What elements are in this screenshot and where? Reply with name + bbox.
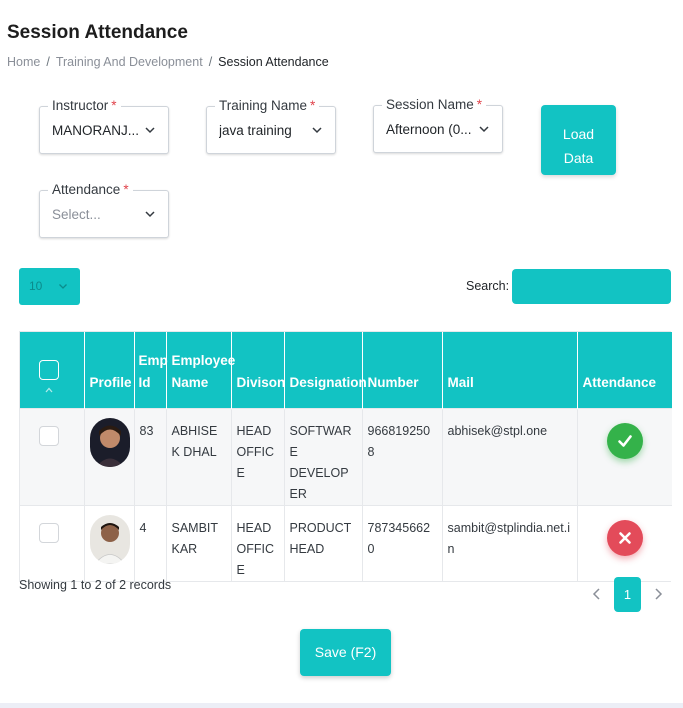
required-marker: * [310,98,316,113]
cell-number: 9668192508 [362,408,442,505]
required-marker: * [123,182,129,197]
attendance-table [19,331,671,582]
page-length-value: 10 [29,279,43,293]
header-designation[interactable]: Designation [284,332,362,408]
row-checkbox[interactable] [39,523,59,543]
header-profile[interactable]: Profile [84,332,134,408]
attendance-label: Attendance * [48,182,133,197]
chevron-down-icon [311,124,323,136]
attendance-present-toggle[interactable] [607,423,643,459]
avatar [90,418,130,467]
attendance-select[interactable] [39,182,169,238]
session-name-select[interactable] [373,97,503,153]
breadcrumb-separator: / [46,55,50,69]
instructor-select[interactable] [39,98,169,154]
breadcrumb-training-development[interactable]: Training And Development [55,55,203,69]
chevron-right-icon[interactable] [651,586,665,602]
save-button[interactable]: Save (F2) [300,629,391,676]
page-title: Session Attendance [7,22,188,43]
table-header-row [20,332,672,408]
breadcrumb-separator: / [208,55,213,69]
check-icon [616,432,634,450]
cell-attendance [577,505,672,581]
breadcrumb-home[interactable]: Home [7,55,41,69]
table-row [20,505,672,581]
avatar [90,515,130,564]
row-checkbox[interactable] [39,426,59,446]
x-icon [617,530,633,546]
instructor-label: Instructor * [48,98,121,113]
training-name-value: java training [219,123,292,138]
load-data-label-line1: Load [562,125,595,142]
cell-emp-id: 4 [134,505,166,581]
chevron-left-icon[interactable] [590,586,604,602]
page-length-select[interactable] [19,268,80,305]
session-name-value: Afternoon (0... [386,122,472,137]
required-marker: * [476,97,483,112]
instructor-value: MANORANJ... [52,123,140,138]
chevron-down-icon [58,281,68,291]
cell-number: 7873456620 [362,505,442,581]
table-row [20,408,672,505]
cell-division: HEAD OFFICE [231,505,284,581]
chevron-down-icon [144,124,156,136]
chevron-down-icon [144,208,156,220]
header-mail[interactable]: Mail [442,332,577,408]
cell-emp-id: 83 [134,408,166,505]
header-attendance[interactable]: Attendance [582,374,657,390]
pagination-page-1[interactable]: 1 [614,577,641,612]
attendance-placeholder: Select... [52,207,101,222]
load-data-button[interactable] [541,105,616,175]
load-data-label-line2: Data [563,149,594,166]
header-number[interactable]: Number [362,332,442,408]
header-emp-id[interactable]: Emp Id [134,332,166,408]
header-select-all [20,332,84,408]
cell-employee-name: SAMBIT KAR [166,505,231,581]
required-marker: * [111,98,117,113]
sort-up-icon[interactable] [43,384,55,396]
cell-division: HEAD OFFICE [231,408,284,505]
header-division[interactable]: Divison [231,332,284,408]
cell-mail: abhisek@stpl.one [442,408,577,505]
search-label: Search: [466,279,510,293]
records-info: Showing 1 to 2 of 2 records [19,578,172,592]
training-name-select[interactable] [206,98,336,154]
cell-designation: PRODUCT HEAD [284,505,362,581]
breadcrumb [7,55,329,69]
cell-attendance [577,408,672,505]
header-employee-name[interactable]: Employee Name [166,332,231,408]
training-name-label: Training Name * [215,98,319,113]
cell-mail: sambit@stplindia.net.in [442,505,577,581]
attendance-absent-toggle[interactable] [607,520,643,556]
search-input[interactable] [512,269,671,304]
chevron-down-icon [478,123,490,135]
breadcrumb-current: Session Attendance [218,55,329,69]
cell-employee-name: ABHISEK DHAL [166,408,231,505]
session-name-label: Session Name * [382,97,486,112]
select-all-checkbox[interactable] [39,360,59,380]
footer-strip [0,703,683,708]
cell-designation: SOFTWARE DEVELOPER [284,408,362,505]
